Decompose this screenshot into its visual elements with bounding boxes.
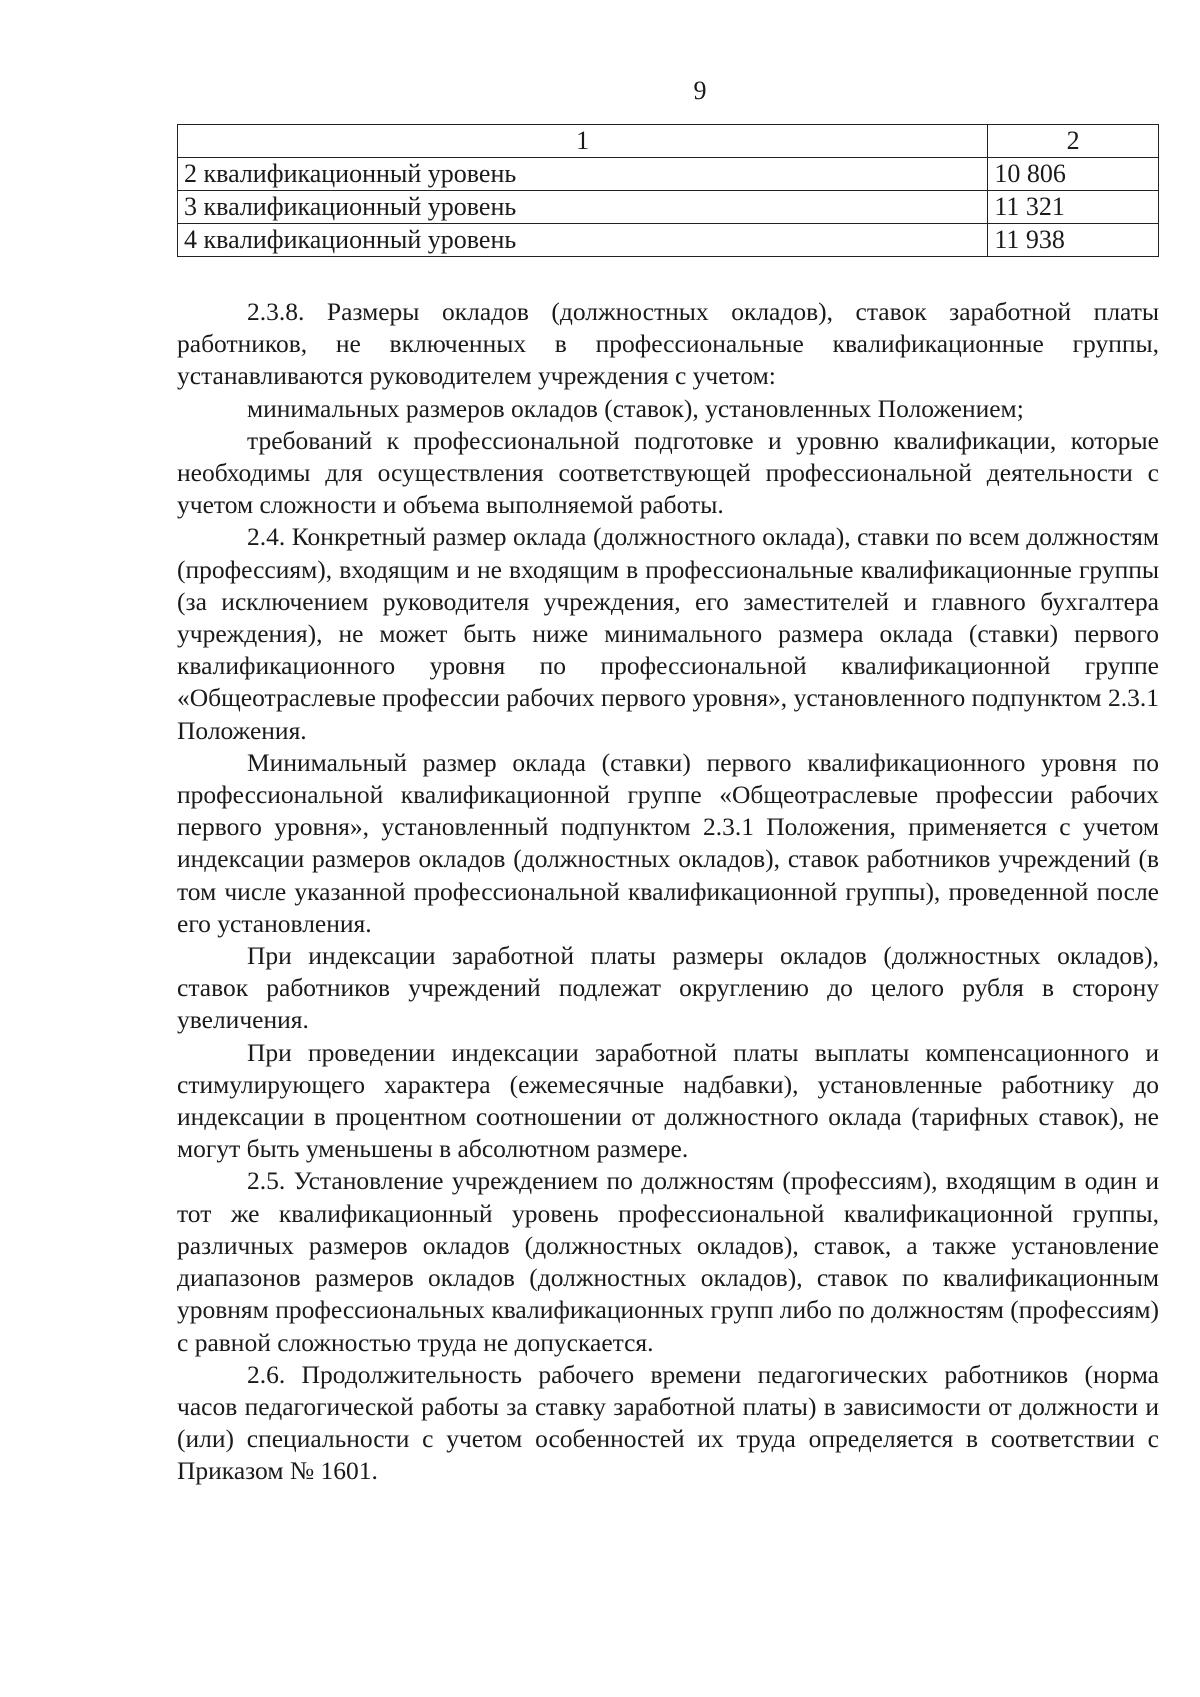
level-cell: 3 квалификационный уровень [178,191,988,224]
value-cell: 11 938 [988,224,1159,257]
list-item-minimum-sizes: минимальных размеров окладов (ставок), установленных Положением; [247,393,1024,423]
level-cell: 2 квалификационный уровень [178,158,988,191]
page-number: 9 [693,76,707,105]
list-item-requirements: требований к профессиональной подготовке и уровню квалификации, которые необходимы для осуществления соответствующей профессиональной деятельности с учетом сложности и объема выполняемой работы. [177,425,1159,520]
paragraph-2-3-8: 2.3.8. Размеры окладов (должностных окладов), ставок заработной платы работников, не включенных в профессиональные квалификационные группы, устанавливаются руководителем учреждения с учетом: [177,297,1159,391]
table-row [178,224,1159,257]
table-header-cell: 1 [178,125,988,158]
paragraph-2-5: 2.5. Установление учреждением по должностям (профессиям), входящим в один и тот же квалификационный уровень профессиональной квалификационной группы, различных размеров окладов (должностных окладов), ставок, а также установление диапазонов размеров окладов (должностных окладов), ставок по квалификационным уровням профессиональных квалификационных групп либо по должностям (профессиям) с равной сложностью труда не допускается. [177,1166,1159,1357]
table-header-row [178,125,1159,158]
table-header-cell: 2 [988,125,1159,158]
document-body [177,296,1159,1488]
paragraph-2-4: 2.4. Конкретный размер оклада (должностного оклада), ставки по всем должностям (профессиям), входящим и не входящим в профессиональные квалификационные группы (за исключением руководителя учреждения, его заместителей и главного бухгалтера учреждения), не может быть ниже минимального размера оклада (ставки) первого квалификационного уровня по профессиональной квалификационной группе «Общеотраслевые профессии рабочих первого уровня», установленного подпунктом 2.3.1 Положения. [177,522,1159,745]
paragraph-indexation-rounding: При индексации заработной платы размеры окладов (должностных окладов), ставок работников учреждений подлежат округлению до целого рубля в сторону увеличения. [177,941,1159,1035]
level-cell: 4 квалификационный уровень [178,224,988,257]
paragraph-minimum-size: Минимальный размер оклада (ставки) первого квалификационного уровня по профессиональной квалификационной группе «Общеотраслевые профессии рабочих первого уровня», установленный подпунктом 2.3.1 Положения, применяется с учетом индексации размеров окладов (должностных окладов), ставок работников учреждений (в том числе указанной профессиональной квалификационной группы), проведенной после его установления. [177,747,1159,938]
salary-levels-table [177,124,1159,257]
value-cell: 11 321 [988,191,1159,224]
paragraph-indexation-allowances: При проведении индексации заработной платы выплаты компенсационного и стимулирующего характера (ежемесячные надбавки), установленные работнику до индексации в процентном соотношении от должностного оклада (тарифных ставок), не могут быть уменьшены в абсолютном размере. [177,1037,1159,1164]
value-cell: 10 806 [988,158,1159,191]
paragraph-2-6: 2.6. Продолжительность рабочего времени педагогических работников (норма часов педагогической работы за ставку заработной платы) в зависимости от должности и (или) специальности с учетом особенностей их труда определяется в соответствии с Приказом № 1601. [177,1359,1159,1486]
table-row [178,158,1159,191]
table-row [178,191,1159,224]
